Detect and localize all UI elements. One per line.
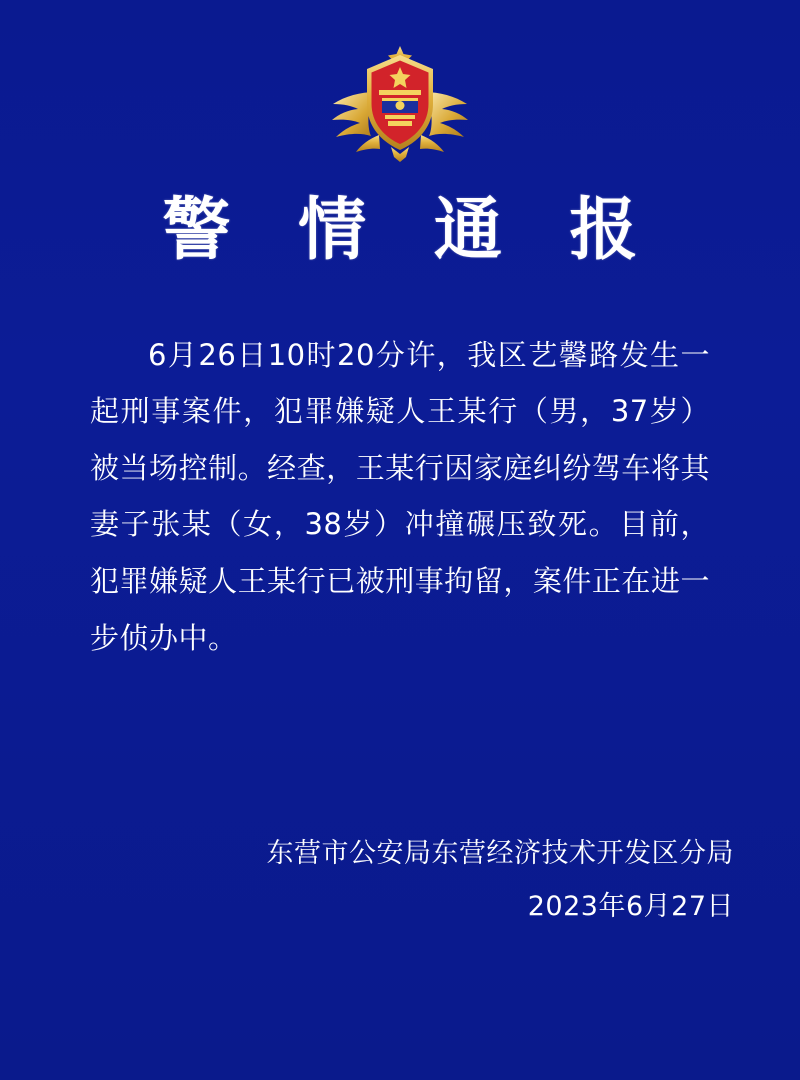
signature-block — [267, 832, 735, 928]
notice-body — [90, 327, 710, 666]
issue-date: 2023年6月27日 — [527, 890, 734, 922]
notice-body-paragraph: 6月26日10时20分许，我区艺馨路发生一起刑事案件，犯罪嫌疑人王某行（男，37岁）被当场控制。经查，王某行因家庭纠纷驾车将其妻子张某（女，38岁）冲撞碾压致死。目前，犯罪嫌疑人王某行已被刑事拘留，案件正在进一步侦办中。 — [90, 337, 710, 655]
page-title: 警 情 通 报 — [162, 191, 660, 270]
police-badge-emblem-icon — [315, 44, 485, 168]
issuing-organization: 东营市公安局东营经济技术开发区分局 — [266, 837, 734, 869]
